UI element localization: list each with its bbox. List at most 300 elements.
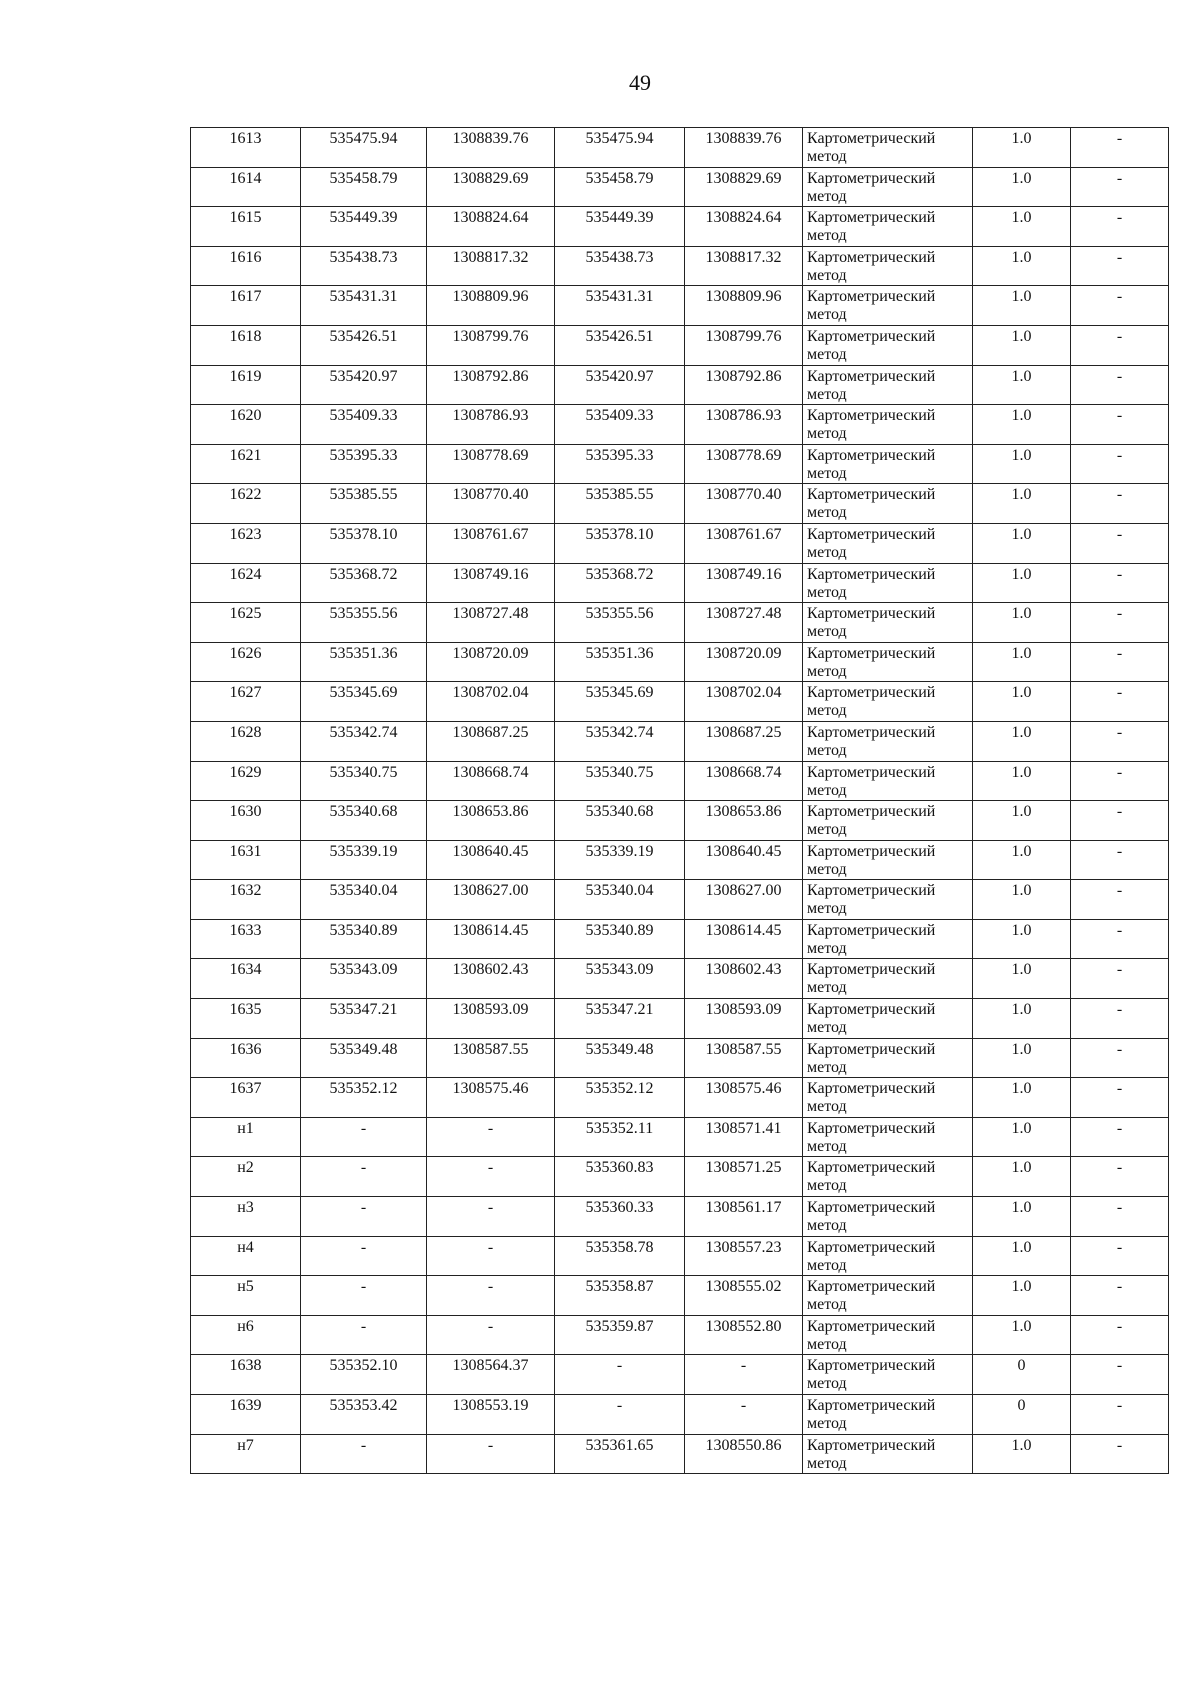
refined-x-cell: 535409.33 (555, 405, 685, 445)
description-cell: - (1071, 840, 1169, 880)
table-row (191, 405, 1169, 445)
accuracy-cell: 1.0 (973, 1315, 1071, 1355)
existing-x-cell: 535340.04 (301, 880, 427, 920)
method-cell: Картометрический метод (803, 801, 973, 841)
table-row (191, 1197, 1169, 1237)
description-cell: - (1071, 167, 1169, 207)
description-cell: - (1071, 128, 1169, 168)
existing-x-cell: 535342.74 (301, 721, 427, 761)
refined-x-cell: 535339.19 (555, 840, 685, 880)
description-cell: - (1071, 1434, 1169, 1474)
method-cell: Картометрический метод (803, 1276, 973, 1316)
accuracy-cell: 1.0 (973, 761, 1071, 801)
accuracy-cell: 1.0 (973, 999, 1071, 1039)
description-cell: - (1071, 721, 1169, 761)
existing-x-cell: 535368.72 (301, 563, 427, 603)
point-cell: н2 (191, 1157, 301, 1197)
description-cell: - (1071, 1395, 1169, 1435)
point-cell: 1637 (191, 1078, 301, 1118)
method-cell: Картометрический метод (803, 603, 973, 643)
refined-y-cell: 1308593.09 (685, 999, 803, 1039)
table-row (191, 999, 1169, 1039)
method-cell: Картометрический метод (803, 1315, 973, 1355)
existing-x-cell: 535378.10 (301, 523, 427, 563)
page-number: 49 (629, 70, 651, 95)
refined-y-cell: - (685, 1355, 803, 1395)
method-cell: Картометрический метод (803, 1117, 973, 1157)
existing-y-cell: 1308761.67 (427, 523, 555, 563)
accuracy-cell: 1.0 (973, 603, 1071, 643)
table-row (191, 365, 1169, 405)
existing-y-cell: 1308786.93 (427, 405, 555, 445)
refined-y-cell: 1308749.16 (685, 563, 803, 603)
refined-y-cell: 1308555.02 (685, 1276, 803, 1316)
refined-x-cell: 535359.87 (555, 1315, 685, 1355)
existing-y-cell: 1308553.19 (427, 1395, 555, 1435)
method-cell: Картометрический метод (803, 682, 973, 722)
refined-y-cell: 1308561.17 (685, 1197, 803, 1237)
existing-x-cell: 535353.42 (301, 1395, 427, 1435)
accuracy-cell: 1.0 (973, 167, 1071, 207)
point-cell: 1623 (191, 523, 301, 563)
existing-y-cell: 1308817.32 (427, 246, 555, 286)
table-row (191, 207, 1169, 247)
existing-y-cell: - (427, 1236, 555, 1276)
accuracy-cell: 1.0 (973, 959, 1071, 999)
accuracy-cell: 1.0 (973, 444, 1071, 484)
existing-x-cell: 535345.69 (301, 682, 427, 722)
accuracy-cell: 1.0 (973, 801, 1071, 841)
refined-x-cell: 535438.73 (555, 246, 685, 286)
point-cell: 1616 (191, 246, 301, 286)
refined-y-cell: 1308557.23 (685, 1236, 803, 1276)
description-cell: - (1071, 1078, 1169, 1118)
method-cell: Картометрический метод (803, 761, 973, 801)
point-cell: 1628 (191, 721, 301, 761)
accuracy-cell: 1.0 (973, 642, 1071, 682)
method-cell: Картометрический метод (803, 286, 973, 326)
description-cell: - (1071, 761, 1169, 801)
method-cell: Картометрический метод (803, 405, 973, 445)
method-cell: Картометрический метод (803, 880, 973, 920)
table-row (191, 484, 1169, 524)
refined-x-cell: - (555, 1355, 685, 1395)
description-cell: - (1071, 325, 1169, 365)
existing-x-cell: 535426.51 (301, 325, 427, 365)
table-row (191, 444, 1169, 484)
description-cell: - (1071, 523, 1169, 563)
existing-x-cell: 535351.36 (301, 642, 427, 682)
existing-x-cell: 535355.56 (301, 603, 427, 643)
table-row (191, 1315, 1169, 1355)
description-cell: - (1071, 603, 1169, 643)
refined-y-cell: 1308575.46 (685, 1078, 803, 1118)
refined-x-cell: 535340.75 (555, 761, 685, 801)
description-cell: - (1071, 563, 1169, 603)
table-row (191, 325, 1169, 365)
existing-y-cell: 1308687.25 (427, 721, 555, 761)
accuracy-cell: 1.0 (973, 286, 1071, 326)
point-cell: 1613 (191, 128, 301, 168)
existing-y-cell: 1308575.46 (427, 1078, 555, 1118)
existing-y-cell: 1308824.64 (427, 207, 555, 247)
table-row (191, 1157, 1169, 1197)
refined-x-cell: 535368.72 (555, 563, 685, 603)
point-cell: 1625 (191, 603, 301, 643)
refined-y-cell: 1308761.67 (685, 523, 803, 563)
existing-x-cell: - (301, 1315, 427, 1355)
existing-y-cell: 1308720.09 (427, 642, 555, 682)
existing-x-cell: - (301, 1276, 427, 1316)
accuracy-cell: 1.0 (973, 1078, 1071, 1118)
point-cell: н7 (191, 1434, 301, 1474)
description-cell: - (1071, 1315, 1169, 1355)
refined-x-cell: 535360.83 (555, 1157, 685, 1197)
table-body (191, 128, 1169, 1474)
table-row (191, 959, 1169, 999)
table-row (191, 167, 1169, 207)
refined-y-cell: 1308778.69 (685, 444, 803, 484)
method-cell: Картометрический метод (803, 1197, 973, 1237)
method-cell: Картометрический метод (803, 642, 973, 682)
accuracy-cell: 1.0 (973, 1434, 1071, 1474)
point-cell: 1632 (191, 880, 301, 920)
table-row (191, 1236, 1169, 1276)
accuracy-cell: 1.0 (973, 721, 1071, 761)
existing-y-cell: 1308770.40 (427, 484, 555, 524)
existing-y-cell: - (427, 1117, 555, 1157)
method-cell: Картометрический метод (803, 246, 973, 286)
point-cell: н3 (191, 1197, 301, 1237)
refined-x-cell: 535342.74 (555, 721, 685, 761)
refined-y-cell: 1308571.41 (685, 1117, 803, 1157)
existing-y-cell: 1308749.16 (427, 563, 555, 603)
point-cell: 1618 (191, 325, 301, 365)
existing-x-cell: 535352.10 (301, 1355, 427, 1395)
method-cell: Картометрический метод (803, 128, 973, 168)
refined-x-cell: 535378.10 (555, 523, 685, 563)
point-cell: 1631 (191, 840, 301, 880)
accuracy-cell: 1.0 (973, 1236, 1071, 1276)
description-cell: - (1071, 959, 1169, 999)
description-cell: - (1071, 1038, 1169, 1078)
refined-y-cell: 1308786.93 (685, 405, 803, 445)
table-row (191, 919, 1169, 959)
description-cell: - (1071, 999, 1169, 1039)
table-row (191, 603, 1169, 643)
description-cell: - (1071, 880, 1169, 920)
refined-y-cell: 1308614.45 (685, 919, 803, 959)
method-cell: Картометрический метод (803, 959, 973, 999)
method-cell: Картометрический метод (803, 1157, 973, 1197)
refined-x-cell: 535395.33 (555, 444, 685, 484)
point-cell: 1622 (191, 484, 301, 524)
refined-x-cell: 535431.31 (555, 286, 685, 326)
existing-y-cell: 1308640.45 (427, 840, 555, 880)
refined-y-cell: 1308653.86 (685, 801, 803, 841)
refined-y-cell: - (685, 1395, 803, 1435)
existing-x-cell: 535340.89 (301, 919, 427, 959)
existing-x-cell: - (301, 1197, 427, 1237)
description-cell: - (1071, 405, 1169, 445)
refined-y-cell: 1308727.48 (685, 603, 803, 643)
table-row (191, 880, 1169, 920)
method-cell: Картометрический метод (803, 1236, 973, 1276)
refined-x-cell: 535343.09 (555, 959, 685, 999)
refined-y-cell: 1308552.80 (685, 1315, 803, 1355)
refined-y-cell: 1308702.04 (685, 682, 803, 722)
existing-y-cell: - (427, 1434, 555, 1474)
accuracy-cell: 1.0 (973, 246, 1071, 286)
existing-x-cell: 535339.19 (301, 840, 427, 880)
existing-y-cell: 1308809.96 (427, 286, 555, 326)
table-row (191, 1078, 1169, 1118)
method-cell: Картометрический метод (803, 999, 973, 1039)
point-cell: 1615 (191, 207, 301, 247)
refined-x-cell: 535345.69 (555, 682, 685, 722)
description-cell: - (1071, 1236, 1169, 1276)
method-cell: Картометрический метод (803, 1434, 973, 1474)
refined-y-cell: 1308550.86 (685, 1434, 803, 1474)
existing-y-cell: 1308727.48 (427, 603, 555, 643)
accuracy-cell: 1.0 (973, 523, 1071, 563)
method-cell: Картометрический метод (803, 1078, 973, 1118)
existing-y-cell: 1308564.37 (427, 1355, 555, 1395)
table-row (191, 761, 1169, 801)
existing-y-cell: 1308702.04 (427, 682, 555, 722)
table-row (191, 1395, 1169, 1435)
existing-x-cell: 535340.75 (301, 761, 427, 801)
table-row (191, 563, 1169, 603)
existing-y-cell: 1308792.86 (427, 365, 555, 405)
accuracy-cell: 1.0 (973, 325, 1071, 365)
refined-y-cell: 1308571.25 (685, 1157, 803, 1197)
table-row (191, 246, 1169, 286)
table-row (191, 1117, 1169, 1157)
description-cell: - (1071, 642, 1169, 682)
existing-y-cell: 1308587.55 (427, 1038, 555, 1078)
accuracy-cell: 1.0 (973, 919, 1071, 959)
accuracy-cell: 1.0 (973, 1038, 1071, 1078)
point-cell: 1636 (191, 1038, 301, 1078)
existing-x-cell: 535343.09 (301, 959, 427, 999)
refined-x-cell: 535361.65 (555, 1434, 685, 1474)
table-row (191, 801, 1169, 841)
table-row (191, 682, 1169, 722)
description-cell: - (1071, 1197, 1169, 1237)
refined-x-cell: 535475.94 (555, 128, 685, 168)
accuracy-cell: 1.0 (973, 1117, 1071, 1157)
method-cell: Картометрический метод (803, 365, 973, 405)
point-cell: 1619 (191, 365, 301, 405)
refined-x-cell: 535340.04 (555, 880, 685, 920)
method-cell: Картометрический метод (803, 523, 973, 563)
refined-x-cell: - (555, 1395, 685, 1435)
existing-y-cell: 1308799.76 (427, 325, 555, 365)
accuracy-cell: 1.0 (973, 405, 1071, 445)
refined-x-cell: 535385.55 (555, 484, 685, 524)
accuracy-cell: 1.0 (973, 365, 1071, 405)
description-cell: - (1071, 682, 1169, 722)
refined-y-cell: 1308770.40 (685, 484, 803, 524)
refined-y-cell: 1308602.43 (685, 959, 803, 999)
refined-y-cell: 1308817.32 (685, 246, 803, 286)
method-cell: Картометрический метод (803, 721, 973, 761)
refined-x-cell: 535458.79 (555, 167, 685, 207)
refined-x-cell: 535352.11 (555, 1117, 685, 1157)
existing-y-cell: 1308839.76 (427, 128, 555, 168)
method-cell: Картометрический метод (803, 1395, 973, 1435)
refined-y-cell: 1308627.00 (685, 880, 803, 920)
description-cell: - (1071, 444, 1169, 484)
accuracy-cell: 0 (973, 1355, 1071, 1395)
table-row (191, 1355, 1169, 1395)
point-cell: 1617 (191, 286, 301, 326)
point-cell: 1629 (191, 761, 301, 801)
description-cell: - (1071, 1276, 1169, 1316)
description-cell: - (1071, 246, 1169, 286)
refined-x-cell: 535351.36 (555, 642, 685, 682)
accuracy-cell: 1.0 (973, 880, 1071, 920)
method-cell: Картометрический метод (803, 484, 973, 524)
existing-y-cell: - (427, 1315, 555, 1355)
point-cell: 1614 (191, 167, 301, 207)
method-cell: Картометрический метод (803, 840, 973, 880)
existing-x-cell: - (301, 1157, 427, 1197)
refined-x-cell: 535426.51 (555, 325, 685, 365)
existing-y-cell: 1308627.00 (427, 880, 555, 920)
description-cell: - (1071, 1117, 1169, 1157)
refined-y-cell: 1308640.45 (685, 840, 803, 880)
refined-y-cell: 1308668.74 (685, 761, 803, 801)
method-cell: Картометрический метод (803, 1355, 973, 1395)
accuracy-cell: 1.0 (973, 1197, 1071, 1237)
point-cell: 1635 (191, 999, 301, 1039)
existing-y-cell: - (427, 1197, 555, 1237)
existing-y-cell: 1308593.09 (427, 999, 555, 1039)
refined-y-cell: 1308587.55 (685, 1038, 803, 1078)
method-cell: Картометрический метод (803, 563, 973, 603)
existing-x-cell: 535420.97 (301, 365, 427, 405)
existing-x-cell: 535347.21 (301, 999, 427, 1039)
refined-y-cell: 1308809.96 (685, 286, 803, 326)
table-row (191, 286, 1169, 326)
existing-x-cell: - (301, 1117, 427, 1157)
existing-y-cell: 1308829.69 (427, 167, 555, 207)
table-row (191, 1038, 1169, 1078)
point-cell: 1634 (191, 959, 301, 999)
refined-y-cell: 1308829.69 (685, 167, 803, 207)
accuracy-cell: 1.0 (973, 1157, 1071, 1197)
existing-x-cell: 535385.55 (301, 484, 427, 524)
existing-x-cell: 535349.48 (301, 1038, 427, 1078)
existing-x-cell: 535431.31 (301, 286, 427, 326)
description-cell: - (1071, 801, 1169, 841)
point-cell: 1630 (191, 801, 301, 841)
point-cell: н5 (191, 1276, 301, 1316)
point-cell: 1627 (191, 682, 301, 722)
point-cell: 1633 (191, 919, 301, 959)
refined-y-cell: 1308839.76 (685, 128, 803, 168)
point-cell: н6 (191, 1315, 301, 1355)
refined-x-cell: 535449.39 (555, 207, 685, 247)
method-cell: Картометрический метод (803, 444, 973, 484)
point-cell: 1639 (191, 1395, 301, 1435)
point-cell: 1626 (191, 642, 301, 682)
existing-x-cell: - (301, 1434, 427, 1474)
description-cell: - (1071, 207, 1169, 247)
accuracy-cell: 1.0 (973, 840, 1071, 880)
existing-x-cell: 535458.79 (301, 167, 427, 207)
point-cell: 1638 (191, 1355, 301, 1395)
description-cell: - (1071, 484, 1169, 524)
description-cell: - (1071, 286, 1169, 326)
description-cell: - (1071, 919, 1169, 959)
point-cell: н1 (191, 1117, 301, 1157)
accuracy-cell: 1.0 (973, 563, 1071, 603)
description-cell: - (1071, 1157, 1169, 1197)
refined-x-cell: 535349.48 (555, 1038, 685, 1078)
accuracy-cell: 1.0 (973, 484, 1071, 524)
refined-y-cell: 1308799.76 (685, 325, 803, 365)
method-cell: Картометрический метод (803, 167, 973, 207)
refined-x-cell: 535360.33 (555, 1197, 685, 1237)
refined-x-cell: 535355.56 (555, 603, 685, 643)
refined-x-cell: 535358.87 (555, 1276, 685, 1316)
table-row (191, 1434, 1169, 1474)
table-row (191, 523, 1169, 563)
existing-y-cell: 1308614.45 (427, 919, 555, 959)
existing-x-cell: 535409.33 (301, 405, 427, 445)
accuracy-cell: 1.0 (973, 207, 1071, 247)
accuracy-cell: 1.0 (973, 128, 1071, 168)
existing-y-cell: 1308602.43 (427, 959, 555, 999)
method-cell: Картометрический метод (803, 207, 973, 247)
refined-x-cell: 535340.89 (555, 919, 685, 959)
existing-x-cell: 535449.39 (301, 207, 427, 247)
coordinates-table (190, 127, 1169, 1474)
accuracy-cell: 1.0 (973, 682, 1071, 722)
table-row (191, 642, 1169, 682)
existing-y-cell: - (427, 1157, 555, 1197)
table-row (191, 721, 1169, 761)
point-cell: н4 (191, 1236, 301, 1276)
point-cell: 1621 (191, 444, 301, 484)
refined-y-cell: 1308792.86 (685, 365, 803, 405)
refined-x-cell: 535352.12 (555, 1078, 685, 1118)
point-cell: 1624 (191, 563, 301, 603)
refined-x-cell: 535420.97 (555, 365, 685, 405)
existing-x-cell: 535475.94 (301, 128, 427, 168)
existing-y-cell: - (427, 1276, 555, 1316)
refined-x-cell: 535358.78 (555, 1236, 685, 1276)
existing-x-cell: - (301, 1236, 427, 1276)
existing-y-cell: 1308668.74 (427, 761, 555, 801)
existing-x-cell: 535340.68 (301, 801, 427, 841)
refined-y-cell: 1308824.64 (685, 207, 803, 247)
method-cell: Картометрический метод (803, 919, 973, 959)
existing-y-cell: 1308778.69 (427, 444, 555, 484)
refined-y-cell: 1308687.25 (685, 721, 803, 761)
existing-y-cell: 1308653.86 (427, 801, 555, 841)
description-cell: - (1071, 1355, 1169, 1395)
table-row (191, 1276, 1169, 1316)
refined-x-cell: 535340.68 (555, 801, 685, 841)
refined-y-cell: 1308720.09 (685, 642, 803, 682)
table-row (191, 840, 1169, 880)
table-row (191, 128, 1169, 168)
accuracy-cell: 0 (973, 1395, 1071, 1435)
